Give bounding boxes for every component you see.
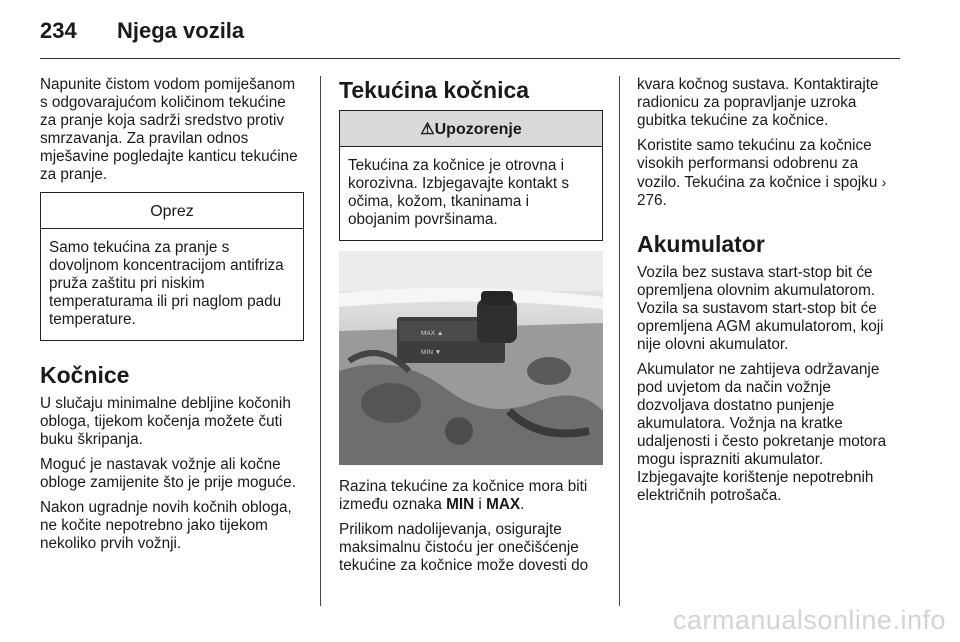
paragraph: Razina tekućine za kočnice mora biti između oznaka MIN i MAX.	[339, 478, 588, 513]
page-header	[40, 18, 244, 44]
right-column	[637, 76, 901, 512]
min-mark-label: MIN	[446, 496, 475, 513]
page-reference-icon: ›	[881, 174, 887, 190]
warning-body: Tekućina za kočnice je otrovna i korozivna. Izbjegavajte kontakt s očima, kožom, tkaninama i obojanim površinama.	[348, 157, 570, 228]
middle-column	[339, 76, 603, 582]
column-divider-1	[320, 76, 321, 606]
section-heading-brakes: Kočnice	[40, 362, 130, 388]
photo-label-max: MAX ▲	[421, 330, 444, 337]
section-heading-brake-fluid: Tekućina kočnica	[339, 77, 530, 103]
paragraph: Koristite samo tekućinu za kočnice visokih performansi odobrenu za vozilo. Tekućina za kočnice i spojku › 276.	[637, 137, 887, 209]
caution-body: Samo tekućina za pranje s dovoljnom koncentracijom antifriza pruža zaštitu pri niskim temperaturama ili pri naglom padu temperature.	[49, 239, 284, 328]
caution-title: Oprez	[41, 193, 303, 229]
paragraph: Moguć je nastavak vožnje ali kočne obloge zamijenite što je prije moguće.	[40, 456, 296, 491]
paragraph: Nakon ugradnje novih kočnih obloga, ne kočite nepotrebno jako tijekom nekoliko prvih vožnji.	[40, 499, 292, 552]
max-mark-label: MAX	[486, 496, 521, 513]
paragraph: kvara kočnog sustava. Kontaktirajte radionicu za popravljanje uzroka gubitka tekućine za kočnice.	[637, 76, 879, 129]
paragraph: Prilikom nadolijevanja, osigurajte maksimalnu čistoću jer onečišćenje tekućine za kočnice može dovesti do	[339, 521, 589, 574]
paragraph: U slučaju minimalne debljine kočonih obloga, tijekom kočenja možete čuti buku škripanja.	[40, 395, 291, 448]
watermark: carmanualsonline.info	[672, 605, 946, 635]
reservoir-illustration	[339, 251, 603, 465]
left-column	[40, 76, 304, 560]
warning-triangle-icon: ⚠	[420, 121, 435, 138]
warning-box	[339, 110, 603, 241]
paragraph: Vozila bez sustava start-stop bit će opremljena olovnim akumulatorom. Vozila sa sustavom start-stop bit će opremljena AGM akumulatorom, koji nije olovni akumulator.	[637, 264, 884, 353]
page-number: 234	[40, 18, 77, 43]
paragraph: Napunite čistom vodom pomiješanom s odgovarajućom količinom tekućine za pranje koja sadrži sredstvo protiv smrzavanja. Za pravilan odnos mješavine pogledajte kanticu tekućine za pranje.	[40, 76, 298, 183]
brake-fluid-reservoir-photo	[339, 251, 603, 465]
page-title: Njega vozila	[117, 18, 245, 43]
header-rule	[40, 58, 900, 59]
paragraph: Akumulator ne zahtijeva održavanje pod uvjetom da način vožnje dozvoljava dostatno punjenje akumulatora. Vožnja na kratke udaljenosti i često pokretanje motora mogu isprazniti akumulator. Izbjegavajte korištenje nepotrebnih električnih potrošača.	[637, 361, 887, 504]
warning-title: Upozorenje	[434, 121, 522, 138]
section-heading-battery: Akumulator	[637, 231, 765, 257]
column-divider-2	[619, 76, 620, 606]
warning-header	[340, 111, 602, 147]
page-reference: 276.	[637, 192, 667, 209]
photo-label-min: MIN ▼	[421, 349, 442, 356]
caution-box	[40, 192, 304, 341]
